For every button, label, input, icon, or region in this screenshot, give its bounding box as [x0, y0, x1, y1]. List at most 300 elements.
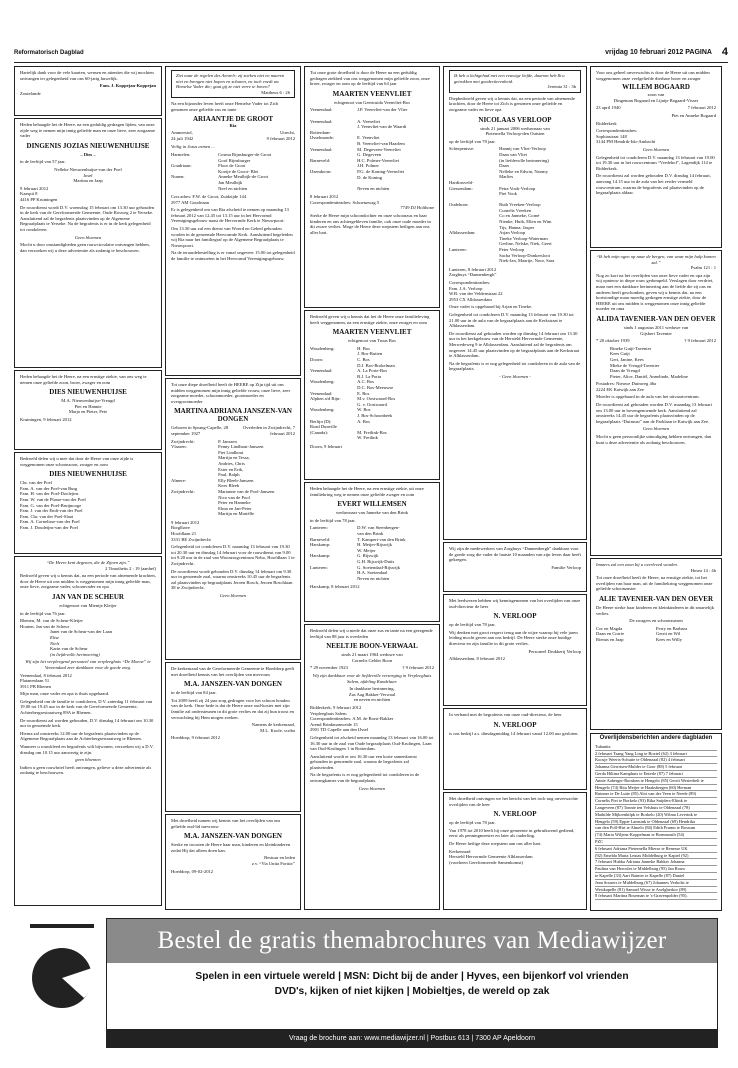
family-table	[596, 626, 716, 643]
family-place: Nunen:	[171, 174, 185, 180]
ad-flowers: Geen bloemen	[74, 234, 102, 240]
deceased-spouse: Gijsbert Tavenier	[640, 330, 672, 336]
list-item: Fam. H. van der Poel-Doolejins	[20, 491, 79, 497]
birth-date: * 29 november 1923	[310, 665, 348, 671]
family-line: Piet en Anneke Bogaard	[671, 112, 716, 118]
ad-intro: Met droefheid namen wij kennis van het overlijden van ons geliefde oud-lid mevrouw	[171, 818, 281, 829]
ad-body: Moeder is opgebaard in de aula van het uitvaartcentrum.	[596, 394, 700, 400]
birth-date: 24 juli 1942	[171, 135, 194, 141]
family-line: Elise	[50, 634, 60, 640]
correspondence-address: Sophiastraat 148	[596, 133, 627, 139]
list-item: 2 februari Tsang Yang Ling te Boxtel (62) 3 februari	[595, 751, 717, 758]
family-place: Harmelen:	[171, 151, 191, 157]
ad-death-dies-family	[14, 370, 162, 450]
list-item: Gert, Janine, Kees	[610, 356, 644, 362]
ad-address: 4416 PP Kruiningen	[20, 196, 58, 202]
family-place	[449, 258, 499, 264]
list-item: Mieke de Vreugd-Tavenier	[610, 362, 660, 368]
ad-intro: Diepbedroefd geven wij u kennis dat, na een periode van afnemende krachten, door de Heere tot Zich is genomen onze geliefde en zorgzame vader en lieve opa	[449, 95, 575, 112]
family-member: H.A. Soetendaal	[357, 570, 388, 576]
family-place: Cor en Magda	[596, 625, 623, 631]
mediawijzer-logo	[22, 918, 102, 1048]
family-place: Zwijndrecht:	[171, 438, 195, 444]
ad-intro: Bedroefd geven wij u kennis dat, na een periode van afnemende krachten, door de Heere uit ons midden is weggenomen mijn innig geliefde man, onze lieve, zorgzame vader, schoonvader en opa	[20, 573, 156, 590]
family-member: Ester en Erik,	[218, 466, 244, 472]
ad-death-veenvliet	[304, 66, 440, 308]
ad-intro: Tot onze diepe droefheid heeft de HEERE op Zijn tijd uit ons midden weggenomen mijn innig geliefde vrouw, onze lieve, zeer zorgzame moeder, schoonmoeder, grootmoeder en overgrootmoeder	[171, 382, 291, 404]
family-member: J.H. Polmer	[357, 163, 379, 169]
family-member: E. Bos	[357, 390, 370, 396]
deceased-name: N. VERLOOP	[493, 810, 537, 819]
ad-address: Platanenlaan 51	[20, 678, 50, 684]
family-member: B.J. La Porta	[357, 373, 382, 379]
ad-date: Hoeddorp, 09-02-2012	[171, 868, 214, 874]
family-line: Marja en Pieter, Pete	[68, 409, 108, 415]
list-item: Jean Sourers te Middelburg (67) Johannes Verholst te	[595, 880, 717, 887]
list-item: Gerda Hiltina Kamphuis te Enterle (87) 7 februari	[595, 771, 717, 778]
ad-age: op de leeftijd van 78 jaar.	[449, 820, 496, 826]
ad-address: 2224 EK Katwijk aan Zee	[596, 386, 644, 392]
deceased-name: ARIAANTJE DE GROOT	[192, 114, 274, 123]
ad-date: Doorn, 9 februari	[310, 443, 343, 449]
birth-place: Ammerstol,	[171, 130, 193, 136]
family-line: M.A. Nieuwenhuijse-Vreugd	[61, 398, 115, 404]
family-member: C. Bos	[357, 356, 370, 362]
family-member: J.P. Veenvliet-van der Vlier	[357, 107, 408, 113]
ad-date: Harskamp, 8 februari 2012	[310, 584, 360, 590]
list-item: te Kapelle (33) Aart Rainier te Kapelle (87) Daniel	[595, 873, 717, 880]
birth-date: * 20 oktober 1939	[596, 338, 630, 344]
deceased-spouse: Cornelis Gelder Boon	[351, 657, 393, 663]
correspondence-address: 3144 PM Hendrik-Ido-Ambacht	[596, 139, 656, 145]
family-line: Karin van de Scheur	[50, 646, 88, 652]
family-member: Neef en nichten	[218, 185, 248, 191]
family-member: Ferry en Barbara	[656, 625, 688, 631]
family-member: Kees en Willy	[656, 636, 683, 642]
ad-age: in de leeftijd van 57 jaar.	[20, 159, 66, 165]
ad-body: Gelegenheid tot condoleren D.V. maandag 13 februari van 19.30 tot 21.00 uur in de aula van de begraafplaats aan de Kerkstraat te Alblasserdam.	[449, 311, 574, 329]
family-member: J. Bos-Schoonbeek	[357, 412, 393, 418]
verse-reference: Jeremia 31 : 3b	[547, 84, 576, 90]
verse-reference: 2 Timotheüs 2 : 19 (aanhef)	[105, 565, 156, 571]
family-place: Hardinxveld-	[449, 179, 474, 185]
ad-body: De rouwdienst wordt D.V. woensdag 15 februari om 13.30 uur gehouden in de kerk van de Gereformeerde Gemeente, Oude Rosweg 2 te Yerseke. Aansluitend zal de begrafenis plaatsvinden op de Algemene Begraafplaats te Yerseke. Na de begrafenis is er in de kerk gelegenheid tot condoleren.	[20, 204, 155, 232]
banner-line: DVD's, kijken of niet kijken | Mobieltjes, de wereld op zak	[274, 986, 550, 997]
family-member: Neven en nichten	[357, 575, 390, 581]
deceased-spouse: echtgenoot van Truus Bos	[348, 338, 396, 344]
deceased-name: ALIDA TAVENIER-VAN DEN OEVER	[596, 314, 716, 323]
ad-body: Mijn man, onze vader en opa is thuis opgebaard.	[20, 691, 110, 697]
ad-date: 8 februari 2012	[310, 194, 339, 200]
list-item: PZC	[595, 839, 717, 846]
ad-death-bogaard	[590, 66, 722, 248]
ad-body: Gelegenheid om de familie te condoleren, D.V. zaterdag 11 februari van 19.00 tot 19.45 uur in de kerk van de Gereformeerde Gemeente, Achterbergsestraatweg 89A te Rhenen.	[20, 698, 153, 716]
family-place: Daan en Corrie	[596, 631, 625, 637]
ad-closure-verloop	[443, 708, 587, 790]
ad-intro: Heden behaagde het de Heere, na een ernstige ziekte, uit onze familiekring weg te nemen onze geliefde zwager en oom	[310, 486, 424, 497]
family-place: Alblasserdam:	[449, 230, 476, 236]
ad-signature: Personeel Drukkerij Verloop	[528, 648, 581, 654]
family-member: Kees Bleeb	[218, 483, 240, 489]
family-member: Martijn en Mariëlle	[218, 511, 255, 517]
family-member: D.W. van Steenbergen-	[357, 525, 400, 531]
overview-title: Overlijdensberichten andere dagbladen	[599, 735, 713, 741]
family-member: Marlies	[499, 174, 514, 180]
family-list	[20, 480, 156, 530]
family-member: Floor de Groot	[218, 163, 246, 169]
ad-death-verloop	[443, 66, 587, 540]
ad-address: Hoofdlaan 21	[171, 531, 197, 537]
ad-body: Tot 2009 heeft zij 24 jaar zorg gedragen voor het schoon houden van de kerk. Onze bede is dat de Heere onze oud-koster met zijn familie zal ondersteunen in dit grote verlies en dat zij hun troost en verwachting bij Hem mogen zoeken.	[171, 697, 294, 720]
ad-body: De Heere heilige deze roepstem aan ons aller hart.	[449, 840, 542, 846]
ad-address: Zorghuys “Dannenbergh”	[449, 272, 497, 278]
list-item: Fam. J. van der Endt-van der Poel	[20, 508, 83, 514]
banner-footer: Vraag de brochure aan: www.mediawijzer.nl | Postbus 613 | 7300 AP Apeldoorn	[288, 1034, 536, 1042]
family-line: Zus Aag Bakker-Verwaal	[348, 691, 396, 697]
family-place: Veenendaal:	[310, 390, 333, 396]
list-item: (74) Maria Wiljens-Koppelman te Bornmouth (54)	[595, 832, 717, 839]
ad-address: 3911 PB Rhenen	[20, 683, 51, 689]
family-member: Paul, Ralph	[218, 472, 240, 478]
family-member: T. Kampert-van den Brink	[357, 536, 406, 542]
list-item: Hengelo (59) Eppie Lamsink te Oldenzaal (69) Hendrika	[595, 819, 717, 826]
ad-text: Hartelijk dank voor de vele kaarten, wensen en attenties die wij mochten ontvangen ter gelegenheid van ons 60-jarig huwelijk.	[20, 70, 154, 81]
ad-signature: z.v. “Via Unita Fortior”	[251, 860, 295, 866]
ad-company-verloop	[443, 594, 587, 706]
family-place: Woudenberg:	[310, 407, 335, 413]
ad-intro: In verband met de begrafenis van onze oud-directeur, de heer	[449, 712, 562, 717]
family-member: H. Bos	[357, 345, 370, 351]
list-item: Mathilde Mijkrenkilpk te Borkelo (20) Wilma Leverink te	[595, 812, 717, 819]
verse-reference: Mattheus 6 : 26	[261, 89, 290, 95]
family-member: Goof Rijnsburger	[218, 157, 251, 163]
ad-verse: “Ik heb mijn ogen op naar de bergen, van waar mijn hulp komen zal.”	[596, 254, 716, 265]
deceased-nickname: Ria	[229, 122, 237, 128]
ad-signature: Hersteld Hervormde Gemeente Alblasserdam	[449, 854, 533, 860]
correspondence-address: W.B. van der Veldenstraat 22	[449, 291, 503, 297]
family-member: A. Bos	[357, 418, 370, 424]
ad-body: Na de begrafenis is er nog gelegenheid tot condoleren in de ontvangkamer van de begraafplaats.	[310, 772, 420, 784]
family-member: W. Meijer	[357, 547, 376, 553]
ad-signature: M.L. Koole, scriba	[260, 727, 295, 733]
ad-intro: Tot onze grote droefheid is door de Heere na een geduldig gedragen ziekbed van ons weggenomen mijn geliefde zoon, onze broer, zwager en oom op de leeftijd van 64 jaar	[310, 70, 430, 87]
ad-verse: “De Heere kent degenen, die de Zijnen zijn.”	[46, 560, 130, 565]
family-place: Harskamp:	[310, 553, 331, 559]
logo-icon	[22, 918, 102, 1048]
list-item: Langeveen (87) Tonnie ten Velshuis te Oldenzaal (78)	[595, 805, 717, 812]
ad-intro: Na een bijzonder leven heeft onze Hemelse Vader tot Zich genomen onze geliefde zus en tante	[171, 101, 279, 112]
family-member: Nelleke en Edwin, Naomy	[499, 168, 548, 174]
family-table	[310, 525, 434, 581]
family-member: Nico van de Pool	[218, 494, 250, 500]
family-table	[449, 146, 581, 263]
correspondence-address: Correspondentieadres: Schoenzwag 5	[310, 199, 380, 205]
family-member: Piet Vook	[499, 191, 517, 197]
family-member: Tineke Verloop-Waterman	[499, 235, 548, 241]
family-member: G. Degeveen	[357, 152, 382, 158]
family-place: Almere:	[171, 477, 187, 483]
ad-body: De rouwdienst wordt gehouden D.V. dinsdag 14 februari om 9.30 uur in genoemde zaal, waarna omstreeks 10.45 uur de begrafenis zal plaatsvinden op begraafplaats Jeroen Bosch, Jeroen Boschlaan 38 te Zwijndrecht.	[171, 568, 293, 591]
list-item: Kees Guijt	[610, 351, 630, 357]
family-line: Martina en Jaap	[73, 178, 103, 184]
list-item: Fam. J. Doudeijns-van der Poel	[20, 524, 78, 530]
overview-other-newspapers	[590, 733, 722, 911]
family-place: Veenendaal:	[310, 146, 333, 152]
death-date: † 9 februari 2012	[684, 338, 716, 344]
family-table	[310, 346, 434, 441]
family-table	[310, 107, 434, 191]
family-line: Josef	[83, 172, 93, 178]
family-member: Daan van Vliet	[499, 151, 527, 157]
family-member: Co en Janneke, Corné	[499, 213, 540, 219]
page-number: 4	[721, 46, 728, 58]
ad-body: Hierna zal omstreeks 12.00 uur de begrafenis plaatsvinden op de Algemene Begraafplaats aan de Achterbergsestraatweg te Rhenen.	[20, 730, 142, 742]
family-member: M.v. Oostwaard-Bos	[357, 396, 396, 402]
ad-body: is ons bedrijf a.s. dinsdagmiddag 14 februari vanaf 12.00 uur gesloten.	[449, 730, 579, 736]
ad-thanks-verloop	[443, 542, 587, 592]
ad-signature: Kerkenraad	[449, 848, 471, 854]
family-member: Cosma Rijnsburger-de Groot	[218, 151, 272, 157]
correspondence-address: Correspondentieadres:	[596, 128, 638, 134]
family-member: P.G. de Koning-Veenvliet	[357, 168, 405, 174]
ad-body: De rouwdienst zal worden gehouden D.V. dinsdag 14 februari, aanvang 14.15 uur in de aula van het eerder vermeld rouwcentrum, waarna de begrafenis zal plaatsvinden op de begraafplaats aldaar.	[596, 173, 711, 196]
ad-thanks-note: Wij zijn dankbaar voor de liefdevolle verzorging in Verpleeghuis Salem, afdeling Kandelaar.	[312, 672, 432, 684]
correspondence-address: 2901 TD Capelle aan den IJssel	[310, 727, 369, 733]
ad-verse: Veilig in Jezus armen ...	[171, 144, 215, 150]
ad-age: op de leeftijd van 78 jaar.	[449, 138, 496, 144]
list-item: Chr. van der Poel	[20, 480, 52, 486]
ad-intro: Heden behaagde het de Heere, na een geduldig gedragen lijden, van onze zijde weg te nemen mijn innig geliefde man en onze lieve, zeer zorgzame vader	[20, 122, 155, 139]
family-member: Ruth Vreeken-Verloop	[499, 202, 541, 208]
ad-body: Onze vader is opgebaard bij Arjan en Tineke.	[449, 304, 533, 310]
family-place: Veenendaal:	[310, 368, 333, 374]
family-member: G.H. Rijswijk-Duits	[357, 558, 395, 564]
family-member: D.C. Bos-Meeuwse	[357, 384, 394, 390]
ad-intro: Met leedwezen hebben wij kennisgenomen van het overlijden van onze oud-directeur de heer	[449, 598, 581, 609]
ad-intro: Met droefheid ontvingen we het bericht van het toch nog onverwachte overlijden van de heer	[449, 796, 579, 807]
family-member: Petra Vook-Verloop	[499, 185, 536, 191]
family-member: Arjan Verloop	[499, 230, 526, 236]
list-item: Pieter, Alice, Daniël, Annelinde, Madeline	[610, 373, 688, 379]
family-place: Barneveld:	[310, 536, 331, 542]
ad-body: Wij zijn de medewerkers van Zorghuys “Dannenbergh” dankbaar voor de goede zorg die vader de laatste 10 maanden van zijn leven daar heeft gekregen.	[449, 546, 581, 563]
ad-date: Hoeddorp, 9 februari 2012	[171, 735, 220, 741]
ad-signature: Namens de kerkenraad,	[251, 722, 295, 728]
deceased-nickname: – Dies –	[80, 151, 96, 157]
list-item: Fam. A. Cornelisse-van der Poel	[20, 519, 80, 525]
ad-verse: Ik heb u lichtgehad met een eeuwige liefde, daarom heb Ik u getrokken met goedertierenheid.	[454, 73, 565, 84]
deceased-spouse: Pieternella Verloop-den Outsten	[485, 131, 545, 137]
family-place: IJzendoorn:	[310, 168, 332, 174]
family-member: Neven en nichten	[357, 185, 390, 191]
ad-thanks-koppejan	[14, 66, 162, 116]
deceased-spouse: echtgenoot van Mientje Kleijer	[59, 602, 117, 608]
list-item: Johanna Gerritsen-Mulder te Goor (88) 5 februari	[595, 764, 717, 771]
family-member: Andries, Chris	[218, 460, 245, 466]
family-member: Fenny Lindhout-Janszen	[218, 444, 264, 450]
family-place: Woudenberg:	[310, 379, 335, 385]
deceased-name: JAN VAN DE SCHEUR	[52, 592, 124, 601]
publication-name: Reformatorisch Dagblad	[14, 50, 84, 56]
ad-date: Veenendaal, 8 februari 2012	[20, 672, 72, 678]
family-place: Woudenberg:	[310, 345, 335, 351]
correspondence-address: 2953 CX Alblasserdam	[449, 296, 492, 302]
ad-death-janszen	[165, 378, 301, 660]
ad-flowers: Geen bloemen	[358, 785, 386, 791]
ad-body: De rouwdienst zal worden gehouden, D.V. dinsdag 14 februari om 10.30 uur in genoemde kerk.	[20, 717, 154, 729]
family-place	[310, 186, 357, 192]
family-place	[310, 435, 357, 441]
correspondence-address: Correspondentieadres: A.M. de Borst-Bakker	[310, 716, 394, 722]
list-item: Annie Aaberger-Roosken te Hengelo (85) Gerrit Westerbelt te	[595, 778, 717, 785]
family-member: A. La Porte-Bos	[357, 368, 388, 374]
family-member: G. v. Oostwaard	[357, 401, 387, 407]
ad-body: Wij denken met groot respect terug aan de wijze waarop hij vele jaren leiding mocht geven aan ons bedrijf. De Heere sterke onze huidige directeur en zijn familie in dit grote verlies.	[449, 629, 578, 646]
ad-thanks-note: Wij zijn het verpleegend personeel van verpleeghuis “De Moene” te Veenendaal zeer dankbaar voor de goede zorg.	[25, 659, 151, 670]
ad-intro: Nog zo kort na het overlijden van onze lieve vader en opa zijn wij opnieuw in diepe rouw gedompeld. Verslagen door verdriet, maar met een dankbare herinnering aan de liefde die zij ons en anderen heeft geschonken, geven wij u kennis dat, na een kortstondige maar moedig gedragen ernstige ziekte, door de HEERE uit ons midden is weggenomen onze innig geliefde moeder en oma	[596, 272, 714, 312]
correspondence-address: Corr.adres: F.W. de Groot, Zuidzijde 144	[171, 194, 247, 200]
family-place: Veenendaal:	[310, 118, 333, 124]
family-member: Elly Bleeb-Janszen	[218, 477, 254, 483]
deceased-name: DIES NIEUWENHUIJSE	[49, 470, 127, 479]
family-member: W. Freilink	[357, 435, 378, 441]
ad-intro: Bedroefd geven wij u kennis dat het de Heere onze familieleving heeft weggenomen, na een ernstige ziekte, onze zwager en oom	[310, 314, 430, 325]
family-member: Peter Verloop	[499, 247, 525, 253]
family-place: Scherpenisse:	[449, 146, 475, 152]
family-place: Goudriaan:	[171, 163, 192, 169]
family-member: H.C. Polmer-Veenvliet	[357, 157, 399, 163]
family-place: Barneveld:	[310, 157, 331, 163]
mediawijzer-banner[interactable]	[106, 918, 718, 1048]
family-member: J. Bos-Rutten	[357, 351, 383, 357]
family-place: Lunteren:	[449, 247, 467, 253]
family-place	[171, 186, 218, 192]
family-place: Lunteren:	[310, 525, 328, 531]
family-member: Hannij van Vliet-Verloop	[499, 146, 546, 152]
family-line: (in liefdevolle herinnering)	[50, 651, 100, 657]
banner-line: Spelen in een virtuele wereld | MSN: Dicht bij de ander | Hyves, een bijenkorf vol vrienden	[195, 971, 629, 982]
ad-notice: Mocht u door omstandigheden geen rouwcirculaire ontvangen hebben, dan verzoeken wij u deze advertentie als zodanig te beschouwen.	[20, 242, 150, 253]
family-member: M. Degeveen-Veenvliet	[357, 146, 401, 152]
deceased-name: MAARTEN VEENVLIET	[332, 328, 412, 337]
family-member: van den Brink	[357, 530, 384, 536]
ad-death-dies-inlaws	[14, 452, 162, 554]
deceased-spouse: sinds 21 januari 2006 weduwnaar van	[480, 125, 550, 131]
family-member: W. Bos	[357, 407, 371, 413]
family-line: Niels	[50, 640, 60, 646]
family-member: Kooije de Groot- Blei	[218, 168, 259, 174]
family-place	[310, 576, 357, 582]
deceased-spouse: weduwnaar van Janneke van den Brink	[335, 510, 409, 516]
ad-death-tavenier	[590, 250, 722, 556]
family-place: Road Dunville	[310, 424, 337, 430]
family-line: Piet en Hannie	[74, 403, 102, 409]
ad-death-alie-tavenier	[590, 558, 722, 730]
family-member: Gerrit en Wil	[656, 631, 681, 637]
family-member: Tijs, Hanna, Jasper	[499, 224, 535, 230]
ad-flowers: - Geen bloemen -	[499, 373, 531, 379]
list-item: Tubantia	[595, 744, 717, 751]
family-place: IJsselmonde:	[310, 135, 334, 141]
list-item: Westkapelle (81) Samuel Wisse te Axelgberkor (89)	[595, 887, 717, 894]
family-line: en neven en nichten	[353, 697, 391, 703]
ad-body: Sterke de Heere mijn schoondochter en onze schoonzus en haar kinderen en ons achtergebleven familie, ook onze oude moeder in dit zware verlies. Moge de Heere deze roepstem heiligen aan ons aller hart.	[310, 213, 431, 235]
ad-body: Van 1978 tot 2010 heeft hij onze gemeente in gebruikwend gediend, eerst als penningmeester en later als ouderling.	[449, 827, 575, 839]
deceased-name: DIES NIEUWENHUIJSE	[49, 388, 127, 397]
family-member: D. de Koning	[357, 174, 382, 180]
family-line: Janet van de Scheur-van der Laan	[50, 629, 113, 635]
birth-date: 23 april 1940	[596, 105, 621, 111]
family-place: Veenendaal:	[310, 107, 333, 113]
ad-address: Verpleeghuis Salem	[310, 710, 347, 716]
list-item: 6 februari Adriana Pieternella Mierse te Renesse UK	[595, 846, 717, 853]
ad-body: Sterke en troosten de Heere haar man, kinderen en kleinkinderen zodat Hij dat alleen doen kan.	[171, 842, 291, 853]
deceased-name: MARTINA ADRIANA JANSZEN-VAN DONGEN	[174, 407, 292, 424]
ad-intro: Voor ons geheel onverwachts is door de Heere uit ons midden weggenomen onze veelgeliefde dierbare broer en zwager	[596, 70, 710, 81]
family-member: Jan Meulbijk	[218, 179, 243, 185]
family-place: Rotterdam-	[310, 129, 331, 135]
ad-address: 3331 BE Zwijndrecht	[171, 536, 211, 542]
deceased-name: M.A. JANSZEN-VAN DONGEN	[184, 680, 282, 689]
list-item: Daan de Vreugd	[610, 368, 640, 374]
list-item: Fam. Chr. van der Poel-Slaat	[20, 513, 74, 519]
deceased-parents: Dingeman Bogaard en Lijntje Bogaard-Visser	[613, 97, 699, 103]
family-place: Lunteren:	[310, 564, 328, 570]
ad-body: Gelegenheid tot condoleren D.V. maandag 13 februari van 19.00 tot 19.30 uur in het rouwcentrum “Vredehof”, Lagendijk 114 te Ridderkerk.	[596, 154, 715, 171]
ad-body: De Heere sterke haar kinderen en kleinkinderen in dit smartelijk verlies.	[596, 604, 714, 616]
birth-info: Geboren in Sprang-Capelle, 28 september 1927	[171, 425, 229, 436]
list-item: Fam. G. van der Poel-Bruijnooge	[20, 502, 82, 508]
death-date: † 9 februari 2012	[402, 665, 434, 671]
ad-age: in de leeftijd van 78 jaar.	[310, 517, 356, 523]
family-member: Elma en Jan-Peter	[218, 505, 252, 511]
family-member: Peter en Hanneke	[218, 500, 251, 506]
family-member: Niek-Jan, Maartje, Noor, Sara	[499, 258, 555, 264]
family-table	[171, 439, 295, 517]
ad-flowers: geen bloemen	[75, 757, 101, 763]
family-member: A. Veenvliet	[357, 118, 380, 124]
ad-notice: Indien u geen rouwbrief heeft ontvangen, gelieve u deze advertentie als zodanig te beschouwen.	[20, 764, 152, 776]
ad-notice: Mocht u geen persoonlijke uitnodiging hebben ontvangen, dan kunt u deze advertentie als zodanig beschouwen.	[596, 434, 712, 445]
ad-intro: De kerkenraad van de Gereformeerde Gemeente te Hoeddorp geeft met droefheid kennis van het overlijden van mevrouw	[171, 666, 295, 677]
family-place: Giessendam:	[449, 185, 473, 191]
ad-church-verloop	[443, 792, 587, 910]
list-item: 7 februari Hubka Adriana Janneke Bakker Johanna	[595, 859, 717, 866]
correspondence-address: 2977 AM Goudriaan	[171, 199, 210, 205]
ad-date: Ridderkerk, 9 februari 2012	[310, 704, 362, 710]
family-place: Oudehorn:	[449, 202, 469, 208]
ad-address: Postadres: Nieuwe Duinweg 46a	[596, 381, 657, 387]
family-line: Houten, Jan van de Scheur	[20, 623, 70, 629]
verse-reference: Hosea 14 : 4b	[690, 567, 716, 573]
death-info: Overleden in Zwijndrecht, 7 februari 2012	[242, 425, 295, 436]
list-item: 8 februari Martina Boseman te 's-Gravenpolder (95).	[595, 893, 717, 900]
list-item: Ruinner te De Lutte (85) Aloi van der Veen te Neede (89)	[595, 791, 717, 798]
ad-age: op de leeftijd van 78 jaar.	[449, 622, 496, 628]
ad-verse: Immers zal een zoon bij u overleved worden.	[596, 562, 678, 567]
banner-title: Bestel de gratis themabrochures van Mediawijzer	[157, 927, 667, 954]
family-member: Cornelis Vreeken	[499, 207, 532, 213]
ad-flowers: Geen bloemen	[642, 426, 670, 432]
family-line: Nelleke Nieuwenhuijse-van der Poel	[54, 166, 122, 172]
ad-body: Er is gelegenheid om van Ria afscheid te nemen op maandag 13 februari 2012 van 12.45 tot 13.15 uur in het Hervormd Verenigingsgebouw naast de Hervormde Kerk te Nieuwpoort.	[171, 207, 289, 224]
ad-age: in de leeftijd van 84 jaar.	[171, 690, 217, 696]
ad-body: Na de teraardebestelling is er vanaf ongeveer 15.00 tot gelegenheid de familie te ontmoeten in het Hervormd Verenigingsgebouw.	[171, 250, 295, 262]
page-header	[14, 48, 728, 63]
family-place: Zwijndrecht:	[171, 488, 195, 494]
ad-body: Aansluitend wordt er om 16.30 uur een korte samenkomst gehouden in genoemde zaal, waarna de begrafenis zal plaatsvinden.	[310, 753, 417, 770]
correspondence-address: Fam. J.A. Verloop	[449, 285, 483, 291]
